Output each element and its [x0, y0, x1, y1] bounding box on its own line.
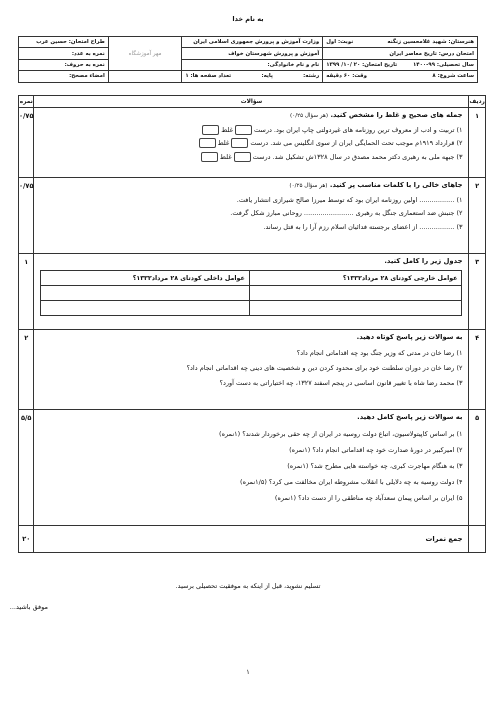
- external-factors-header: عوامل خارجی کودتای ۲۸ مرداد۱۳۳۲؟: [249, 271, 462, 286]
- fill-blank-line: ۱) ................. اولین روزنامه ایران بود که توسط میرزا صالح شیرازی انتشار یافت.: [236, 196, 463, 204]
- question-title: جاهای خالی را با کلمات مناسب پر کنید.: [329, 181, 463, 189]
- false-checkbox[interactable]: [202, 125, 219, 135]
- true-checkbox[interactable]: [235, 125, 252, 135]
- question-title: به سوالات زیر پاسخ کوتاه دهید.: [356, 333, 463, 341]
- answer-grid: [40, 270, 462, 316]
- question-title: جدول زیر را کامل کنید.: [384, 257, 463, 265]
- question-row: [19, 254, 486, 330]
- col-score-header: نمره: [19, 96, 34, 108]
- question-score: ۲: [19, 330, 34, 410]
- question-score: ۰/۷۵: [19, 108, 34, 178]
- fill-blank-line: ۲) جنبش ضد استعماری جنگل به رهبری ........................ روحانی مبارز شکل گرفت.: [230, 209, 463, 218]
- question-line: ۳) به هنگام مهاجرت کبری، چه خواسته هایی مطرح شد؟ (۱نمره): [287, 462, 463, 470]
- tf-statement: ۱) تربیت و ادب از معروف ترین روزنامه های غیردولتی چاپ ایران بود. درست: [254, 126, 463, 134]
- good-luck-note: موفق باشید...: [9, 603, 48, 611]
- field-label: رشته:: [303, 73, 320, 80]
- total-score: ۲۰: [19, 526, 34, 553]
- question-line: ۲) امیرکبیر در دورهٔ صدارت خود چه اقداماتی انجام داد؟ (۱نمره): [289, 446, 463, 454]
- question-score: ۵/۵: [19, 410, 34, 526]
- false-label: غلط: [221, 126, 233, 134]
- question-row: [19, 410, 486, 526]
- exam-date: تاریخ امتحان: ۲۰ /۱۰/ ۱۳۹۹: [326, 61, 398, 68]
- school-seal: مهر آموزشگاه: [108, 37, 182, 71]
- ministry: وزارت آموزش و پرورش جمهوری اسلامی ایران: [182, 37, 323, 48]
- grade-label: پایه:: [261, 73, 273, 80]
- school-name: هنرستان: شهید غلامحسین زنگنه: [387, 39, 474, 46]
- question-score: ۱: [19, 254, 34, 330]
- question-note: (هر سؤال ۰/۲۵): [290, 113, 329, 119]
- bismillah: به نام خدا: [232, 15, 264, 23]
- answer-cell[interactable]: [41, 286, 249, 301]
- question-title: جمله های صحیح و غلط را مشخص کنید.: [330, 111, 463, 119]
- question-line: ۲) رضا خان در دوران سلطنت خود برای محدود کردن دین و شخصیت های دینی چه اقداماتی انجام داد؟: [186, 364, 463, 372]
- internal-factors-header: عوامل داخلی کودتای ۲۸ مرداد۱۳۳۲؟: [41, 271, 249, 286]
- exam-duration: وقت: ۶۰ دقیقه: [326, 73, 367, 80]
- exam-designer: طراح امتحان: حسین عرب: [19, 37, 109, 48]
- question-line: ۱) رضا خان در مدتی که وزیر جنگ بود چه اقداماتی انجام داد؟: [296, 349, 463, 357]
- student-name-field: نام و نام خانوادگی:: [182, 59, 323, 70]
- false-label: غلط: [219, 152, 232, 161]
- question-number: ۲: [469, 178, 485, 254]
- question-number: ۵: [469, 410, 485, 526]
- exam-subject: امتحان درس: تاریخ معاصر ایران: [323, 48, 478, 59]
- page-count: تعداد صفحه ها: ۱: [185, 73, 232, 80]
- question-line: ۵) ایران بر اساس پیمان سعدآباد چه مناطقی را از دست داد؟ (۱نمره): [274, 494, 463, 502]
- answer-cell[interactable]: [41, 301, 249, 316]
- encouragement-message: تسلیم نشوید، قبل از اینکه به موفقیت تحصیلی برسید.: [175, 582, 321, 590]
- false-label: غلط: [217, 139, 230, 148]
- question-row: [19, 178, 486, 254]
- question-line: ۱) بر اساس کاپیتولاسیون، اتباع دولت روسیه در ایران از چه حقی برخوردار شدند؟ (۱نمره): [219, 430, 463, 438]
- question-row: [19, 108, 486, 178]
- question-note: (هر سؤال ۰/۲۵): [289, 183, 328, 189]
- exam-term: نوبت: اول: [326, 39, 354, 46]
- answer-cell[interactable]: [249, 301, 462, 316]
- department: آموزش و پرورش شهرستان خواف: [182, 48, 323, 59]
- page-number: ۱: [246, 668, 250, 676]
- question-title: به سوالات زیر پاسخ کامل دهید.: [357, 413, 463, 421]
- false-checkbox[interactable]: [199, 138, 216, 148]
- true-checkbox[interactable]: [234, 152, 251, 162]
- school-year: سال تحصیلی: ۹۹-۱۴۰۰: [412, 61, 474, 68]
- question-score: ۰/۷۵: [19, 178, 34, 254]
- start-time: ساعت شروع: ۸: [432, 73, 474, 80]
- score-letters-field: نمره به حروف:: [19, 59, 109, 70]
- answer-cell[interactable]: [249, 286, 462, 301]
- total-row: [19, 526, 486, 553]
- total-label: جمع نمرات: [34, 526, 469, 553]
- score-digits-field: نمره به عدد:: [19, 48, 109, 59]
- true-checkbox[interactable]: [231, 138, 248, 148]
- tf-statement: ۲) قرارداد ۱۹۱۹م موجب تحت الحمایگی ایران از سوی انگلیس می شد. درست: [250, 139, 463, 148]
- questions-table: [18, 95, 486, 553]
- question-number: ۱: [469, 108, 485, 178]
- fill-blank-line: ۳) ................. از اعضای برجسته فدائیان اسلام رزم آرا را به قتل رساند.: [263, 222, 463, 231]
- question-line: ۳) محمد رضا شاه با تغییر قانون اساسی در پنجم اسفند ۱۳۲۷، چه اختیاراتی به دست آورد؟: [219, 379, 463, 387]
- question-number: ۳: [469, 254, 485, 330]
- exam-header: [18, 36, 478, 83]
- grader-signature: امضاء مصحح:: [19, 71, 109, 82]
- false-checkbox[interactable]: [201, 152, 218, 162]
- col-row-header: ردیف: [469, 96, 485, 108]
- question-number: ۴: [469, 330, 485, 410]
- question-line: ۴) دولت روسیه به چه دلایلی با انقلاب مشروطه ایران مخالفت می کرد؟ (۱/۵نمره): [240, 478, 463, 486]
- question-row: [19, 330, 486, 410]
- tf-statement: ۳) جبهه ملی به رهبری دکتر محمد مصدق در سال ۱۳۲۸ش تشکیل شد. درست: [252, 152, 463, 161]
- col-questions-header: سؤالات: [34, 96, 469, 108]
